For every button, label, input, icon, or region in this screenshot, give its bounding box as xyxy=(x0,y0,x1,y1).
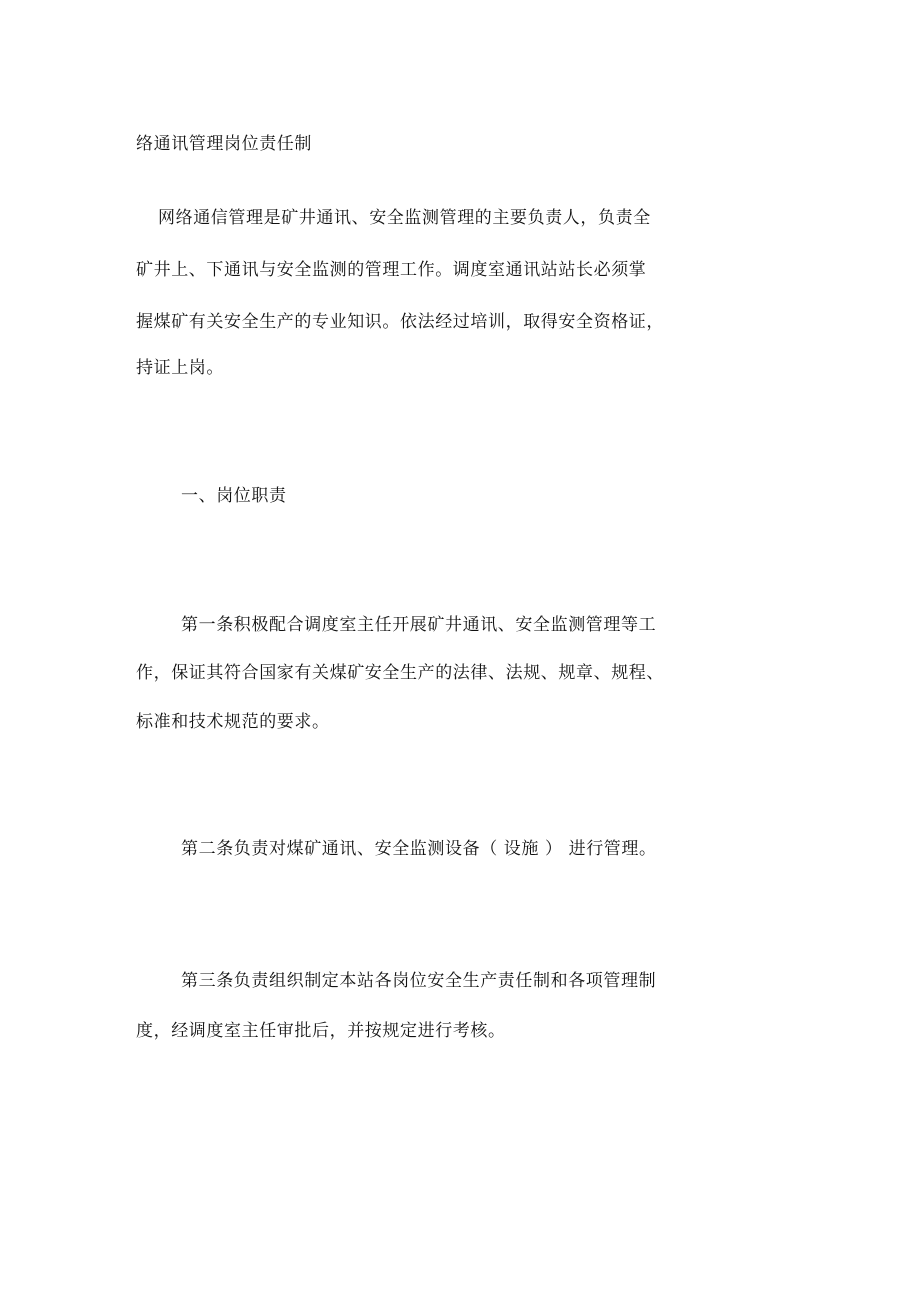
article-2-line-1: 第二条负责对煤矿通讯、安全监测设备（ 设施 ） 进行管理。 xyxy=(181,839,657,859)
intro-line-2: 矿井上、下通讯与安全监测的管理工作。调度室通讯站站长必须掌 xyxy=(136,260,647,280)
document-title: 络通讯管理岗位责任制 xyxy=(136,134,312,154)
intro-line-1: 网络通信管理是矿井通讯、安全监测管理的主要负责人，负责全 xyxy=(158,208,651,228)
section-heading-job-duties: 一、岗位职责 xyxy=(181,486,287,506)
article-3-line-2: 度，经调度室主任审批后，并按规定进行考核。 xyxy=(136,1021,506,1041)
article-3-line-1: 第三条负责组织制定本站各岗位安全生产责任制和各项管理制 xyxy=(181,971,657,991)
article-1-line-1: 第一条积极配合调度室主任开展矿井通讯、安全监测管理等工 xyxy=(181,615,657,635)
intro-line-4: 持证上岗。 xyxy=(136,358,224,378)
article-1-line-3: 标准和技术规范的要求。 xyxy=(136,712,330,732)
intro-line-3: 握煤矿有关安全生产的专业知识。依法经过培训，取得安全资格证， xyxy=(136,312,664,332)
article-1-line-2: 作，保证其符合国家有关煤矿安全生产的法律、法规、规章、规程、 xyxy=(136,663,664,683)
